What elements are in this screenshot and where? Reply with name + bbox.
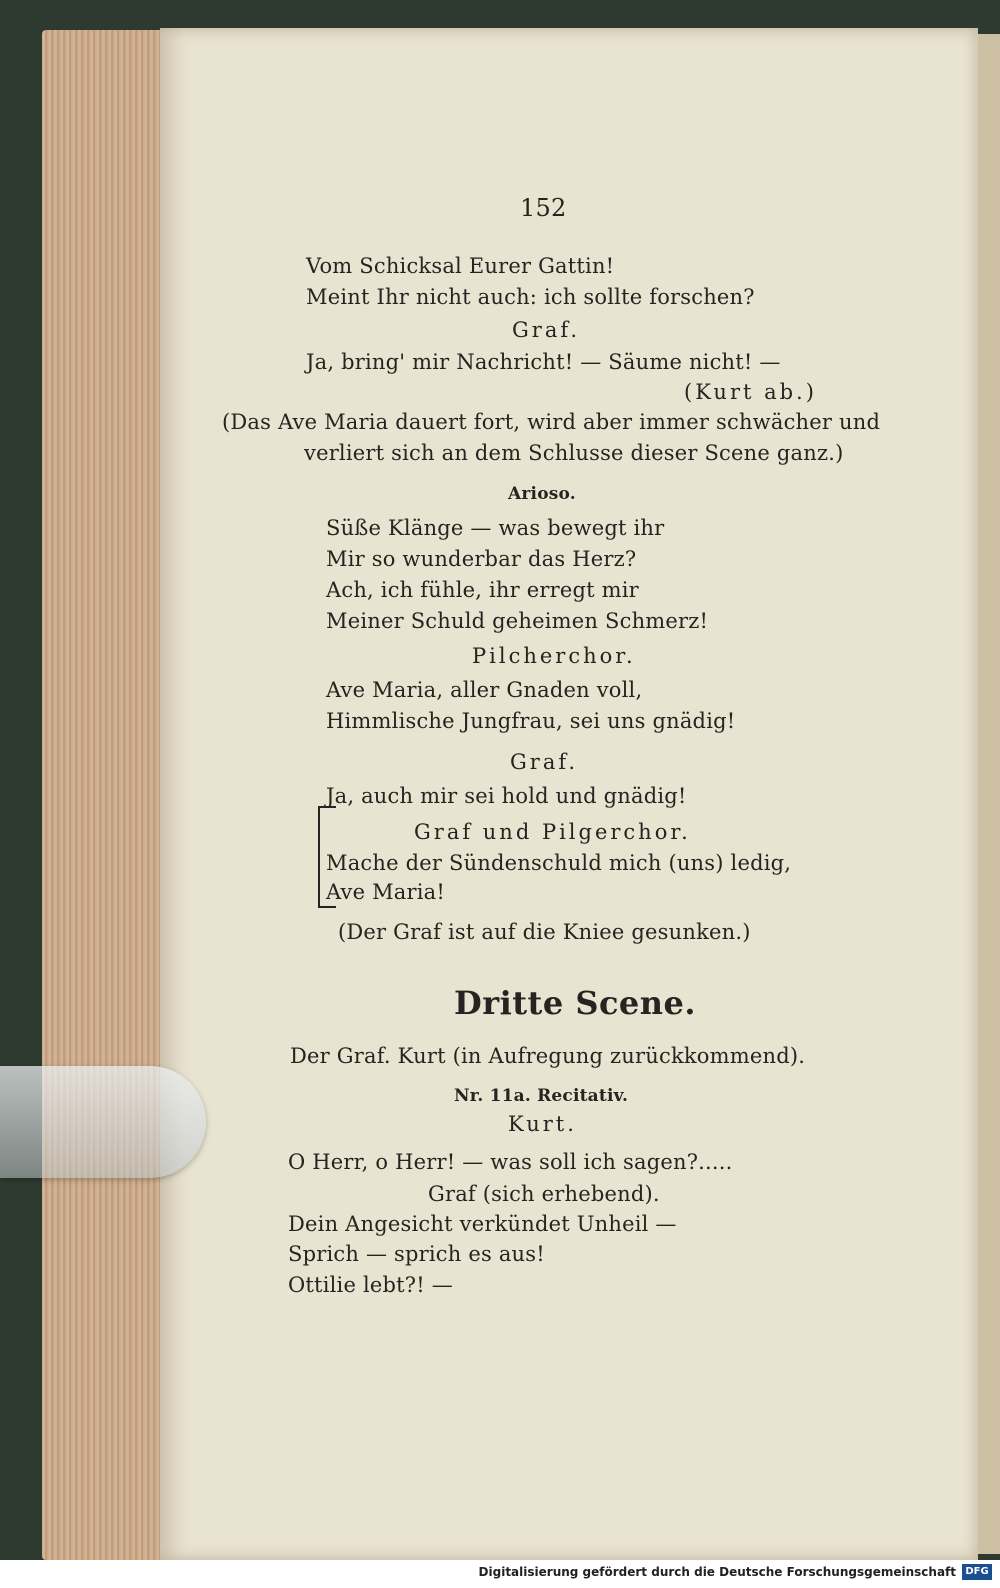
section-label: Arioso. bbox=[508, 484, 576, 504]
page-holder-clip bbox=[0, 1066, 206, 1178]
text-line: Dein Angesicht verkündet Unheil — bbox=[288, 1212, 677, 1236]
text-line: Ottilie lebt?! — bbox=[288, 1273, 453, 1297]
section-label: Nr. 11a. Recitativ. bbox=[454, 1086, 629, 1106]
speaker-label: Kurt. bbox=[508, 1112, 577, 1136]
verse-line: Süße Klänge — was bewegt ihr bbox=[326, 516, 665, 540]
page-number: 152 bbox=[520, 194, 567, 222]
scene-cast: Der Graf. Kurt (in Aufregung zurückkommend). bbox=[290, 1044, 806, 1068]
stage-direction: verliert sich an dem Schlusse dieser Scene ganz.) bbox=[304, 441, 844, 465]
stage-direction: (Der Graf ist auf die Kniee gesunken.) bbox=[338, 920, 751, 944]
stage-direction: (Das Ave Maria dauert fort, wird aber immer schwächer und bbox=[222, 410, 881, 434]
verse-line: Mache der Sündenschuld mich (uns) ledig, bbox=[326, 851, 792, 875]
verse-line: Ave Maria, aller Gnaden voll, bbox=[326, 678, 643, 702]
verse-line: Meiner Schuld geheimen Schmerz! bbox=[326, 609, 709, 633]
verse-line: Ach, ich fühle, ihr erregt mir bbox=[326, 578, 639, 602]
speaker-label: Graf und Pilgerchor. bbox=[414, 820, 691, 844]
dfg-logo: DFG bbox=[962, 1564, 992, 1580]
funding-credit: Digitalisierung gefördert durch die Deutsche Forschungsgemeinschaft bbox=[478, 1565, 956, 1579]
text-line: Meint Ihr nicht auch: ich sollte forschen? bbox=[306, 285, 755, 309]
text-line: Sprich — sprich es aus! bbox=[288, 1242, 545, 1266]
text-line: Vom Schicksal Eurer Gattin! bbox=[306, 254, 615, 278]
speaker-label: Graf (sich erhebend). bbox=[428, 1182, 660, 1206]
verse-line: Himmlische Jungfrau, sei uns gnädig! bbox=[326, 709, 736, 733]
verse-line: Ja, auch mir sei hold und gnädig! bbox=[326, 784, 687, 808]
stage-direction: (Kurt ab.) bbox=[684, 380, 817, 404]
scene-heading: Dritte Scene. bbox=[454, 984, 697, 1022]
text-line: O Herr, o Herr! — was soll ich sagen?..... bbox=[288, 1150, 733, 1174]
text-line: Ja, bring' mir Nachricht! — Säume nicht! — bbox=[306, 350, 781, 374]
verse-line: Ave Maria! bbox=[326, 880, 446, 904]
speaker-label: Graf. bbox=[510, 750, 579, 774]
speaker-label: Pilcherchor. bbox=[472, 644, 636, 668]
verse-line: Mir so wunderbar das Herz? bbox=[326, 547, 637, 571]
book-page-edges bbox=[42, 30, 166, 1560]
speaker-label: Graf. bbox=[512, 318, 581, 342]
